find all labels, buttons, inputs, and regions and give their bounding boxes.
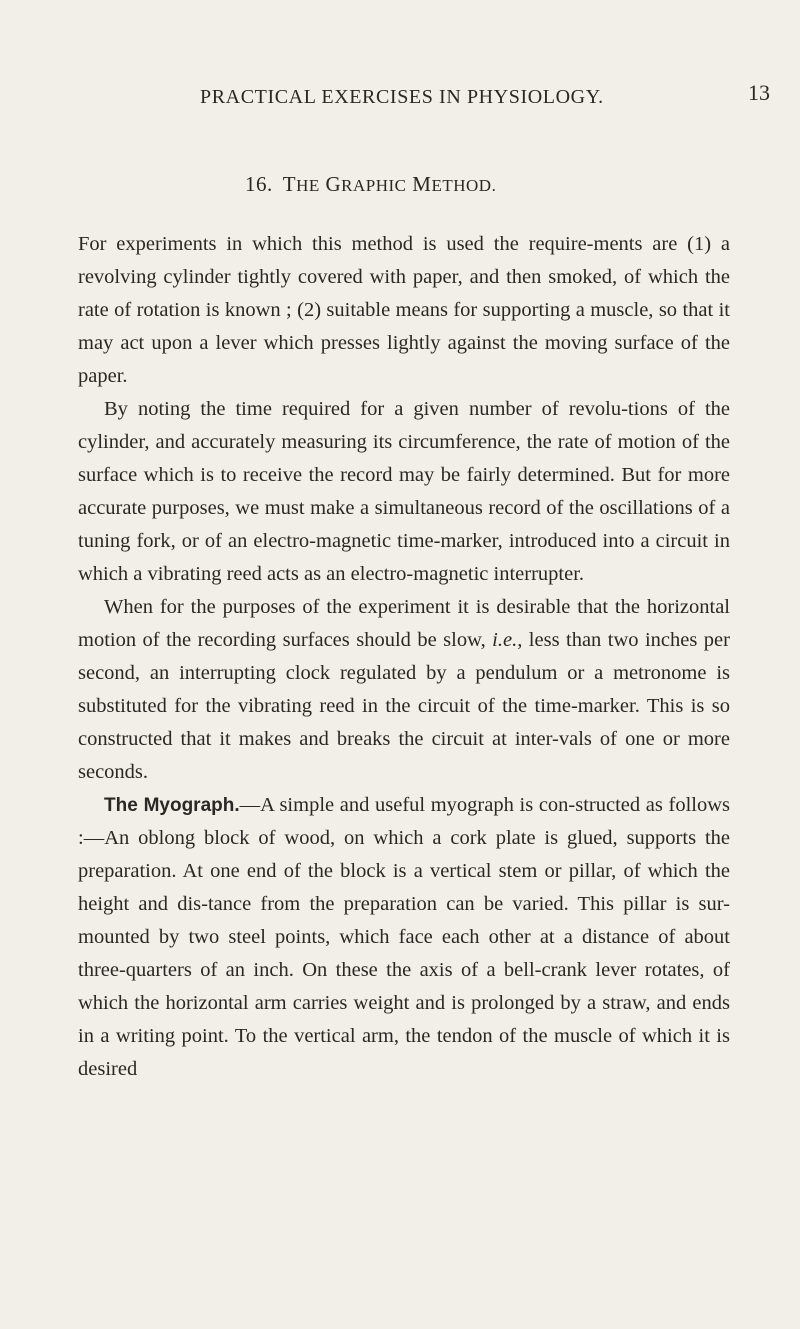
p3-text-before: When for the purposes of the experiment it is desirable that the horizontal motion of the recording surfaces should be slow, xyxy=(78,596,730,651)
title-cap-m: M xyxy=(412,172,432,196)
title-he: HE xyxy=(296,176,320,195)
title-cap-t: T xyxy=(282,172,297,196)
title-ethod: ETHOD. xyxy=(431,176,497,195)
myograph-subheading: The Myograph. xyxy=(104,795,240,816)
title-raphic: RAPHIC xyxy=(341,176,407,195)
paragraph-myograph xyxy=(78,789,730,1086)
p3-text-after: less than two inches per second, an interrupting clock regulated by a pendulum or a metronome is substituted for the vibrating reed in the circuit of the time-marker. This is so constructed that it makes and breaks the circuit at inter-vals of one or more seconds. xyxy=(78,629,730,783)
running-head: PRACTICAL EXERCISES IN PHYSIOLOGY. xyxy=(200,86,604,108)
paragraph-requirements: For experiments in which this method is used the require-ments are (1) a revolving cylinder tightly covered with paper, and then smoked, of which the rate of rotation is known ; (2) suitable means for supporting a muscle, so that it may act upon a lever which presses lightly against the moving surface of the paper. xyxy=(78,233,730,387)
paragraph-interrupting-clock xyxy=(78,591,730,789)
p3-ie: i.e., xyxy=(492,629,523,651)
title-cap-g: G xyxy=(325,172,342,196)
paragraph-rate-of-motion: By noting the time required for a given number of revolu-tions of the cylinder, and accurately measuring its circumference, the rate of motion of the surface which is to receive the record may be fairly determined. But for more accurate purposes, we must make a simultaneous record of the oscillations of a tuning fork, or of an electro-magnetic time-marker, introduced into a circuit in which a vibrating reed acts as an electro-magnetic interrupter. xyxy=(78,398,730,585)
body-text xyxy=(78,228,730,1086)
section-number: 16. xyxy=(245,172,273,196)
myograph-text: —A simple and useful myograph is con-structed as follows :—An oblong block of wood, on which a cork plate is glued, supports the preparation. At one end of the block is a vertical stem or pillar, of which the height and dis-tance from the preparation can be varied. This pillar is sur-mounted by two steel points, which face each other at a distance of about three-quarters of an inch. On these the axis of a bell-crank lever rotates, of which the horizontal arm carries weight and is prolonged by a straw, and ends in a writing point. To the vertical arm, the tendon of the muscle of which it is desired xyxy=(78,794,730,1080)
page-number: 13 xyxy=(748,80,770,105)
section-title xyxy=(245,172,496,197)
